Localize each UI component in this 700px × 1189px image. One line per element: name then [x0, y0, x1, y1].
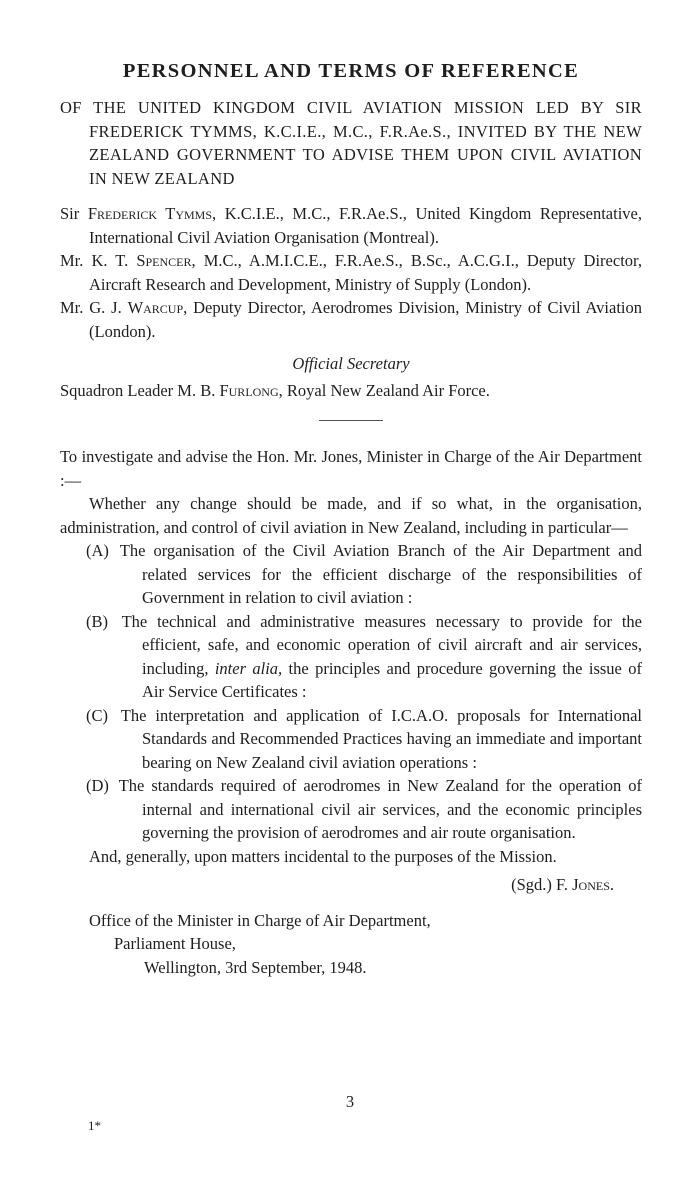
section-divider — [319, 420, 383, 421]
secretary-name: Furlong — [219, 380, 279, 400]
office-line-1: Office of the Minister in Charge of Air Department, — [89, 910, 431, 930]
terms-item-italic: inter alia, — [214, 658, 283, 678]
personnel-name: Frederick Tymms — [87, 204, 213, 223]
personnel-entry — [60, 202, 642, 249]
personnel-prefix: Mr. G. J. — [60, 298, 128, 317]
terms-item-text: The standards required of aerodromes in New Zealand for the operation of internal and international civil air services, and the economic principles governing the provision of aerodromes and air route organisation. — [118, 776, 643, 842]
terms-item — [60, 539, 642, 610]
terms-item-text: The interpretation and application of I.C.A.O. proposals for International Standards and Recommended Practices having an immediate and important bearing on New Zealand civil aviation operations : — [120, 705, 642, 772]
terms-closing: And, generally, upon matters incidental to the purposes of the Mission. — [89, 846, 557, 866]
terms-item-label: (A) — [86, 541, 109, 560]
personnel-prefix: Mr. K. T. — [60, 251, 137, 270]
signature-prefix: (Sgd.) F. — [511, 875, 573, 894]
office-address — [89, 909, 642, 980]
terms-items — [60, 539, 642, 845]
personnel-name: Spencer — [136, 251, 192, 270]
terms-item — [60, 610, 642, 704]
terms-item-text-after: the principles and procedure governing the issue of Air Service Certificates : — [142, 658, 642, 701]
document-page — [60, 58, 642, 979]
signature-mark: 1* — [88, 1118, 101, 1133]
personnel-entry — [60, 296, 642, 343]
terms-intro: To investigate and advise the Hon. Mr. Jones, Minister in Charge of the Air Department :— — [60, 447, 642, 490]
personnel-name: Warcup — [127, 298, 184, 317]
personnel-prefix: Sir — [60, 204, 88, 223]
terms-item-label: (B) — [86, 611, 108, 631]
secretary-prefix: Squadron Leader M. B. — [60, 380, 220, 400]
secretary-details: , Royal New Zealand Air Force. — [278, 380, 490, 400]
personnel-details: , M.C., A.M.I.C.E., F.R.Ae.S., B.Sc., A.C.G.I., Deputy Director, Aircraft Research and Development, Ministry of Supply (London). — [89, 251, 642, 294]
personnel-entry — [60, 249, 642, 296]
terms-item-label: (D) — [86, 776, 109, 795]
terms-item-text: The organisation of the Civil Aviation Branch of the Air Department and related services for the efficient discharge of the responsibilities of Government in relation to civil aviation : — [119, 541, 643, 607]
office-line-3: Wellington, 3rd September, 1948. — [144, 957, 367, 977]
office-line-2: Parliament House, — [114, 934, 236, 953]
secretary-entry — [60, 379, 642, 403]
personnel-details: , Deputy Director, Aerodromes Division, Ministry of Civil Aviation (London). — [89, 298, 642, 341]
signature-name: Jones. — [572, 875, 614, 894]
terms-whether: Whether any change should be made, and if so what, in the organisation, administration, and control of civil aviation in New Zealand, including in particular— — [60, 494, 642, 537]
page-title: PERSONNEL AND TERMS OF REFERENCE — [122, 60, 580, 82]
page-subtitle: OF THE UNITED KINGDOM CIVIL AVIATION MISSION LED BY SIR FREDERICK TYMMS, K.C.I.E., M.C., F.R.Ae.S., INVITED BY THE NEW ZEALAND GOVERNMENT TO ADVISE THEM UPON CIVIL AVIATION IN NEW ZEALAND — [60, 98, 642, 188]
terms-item — [60, 774, 642, 845]
terms-item-text: The technical and administrative measures necessary to provide for the efficient, safe, and economic operation of civil aircraft and air services, including, — [121, 611, 642, 678]
page-number: 3 — [345, 1092, 355, 1111]
terms-item-label: (C) — [86, 705, 108, 725]
personnel-details: , K.C.I.E., M.C., F.R.Ae.S., United Kingdom Representative, International Civil Aviation Organisation (Montreal). — [89, 204, 643, 247]
personnel-list — [60, 202, 642, 343]
secretary-heading: Official Secretary — [292, 354, 410, 373]
signature — [60, 873, 614, 897]
terms-item — [60, 704, 642, 775]
